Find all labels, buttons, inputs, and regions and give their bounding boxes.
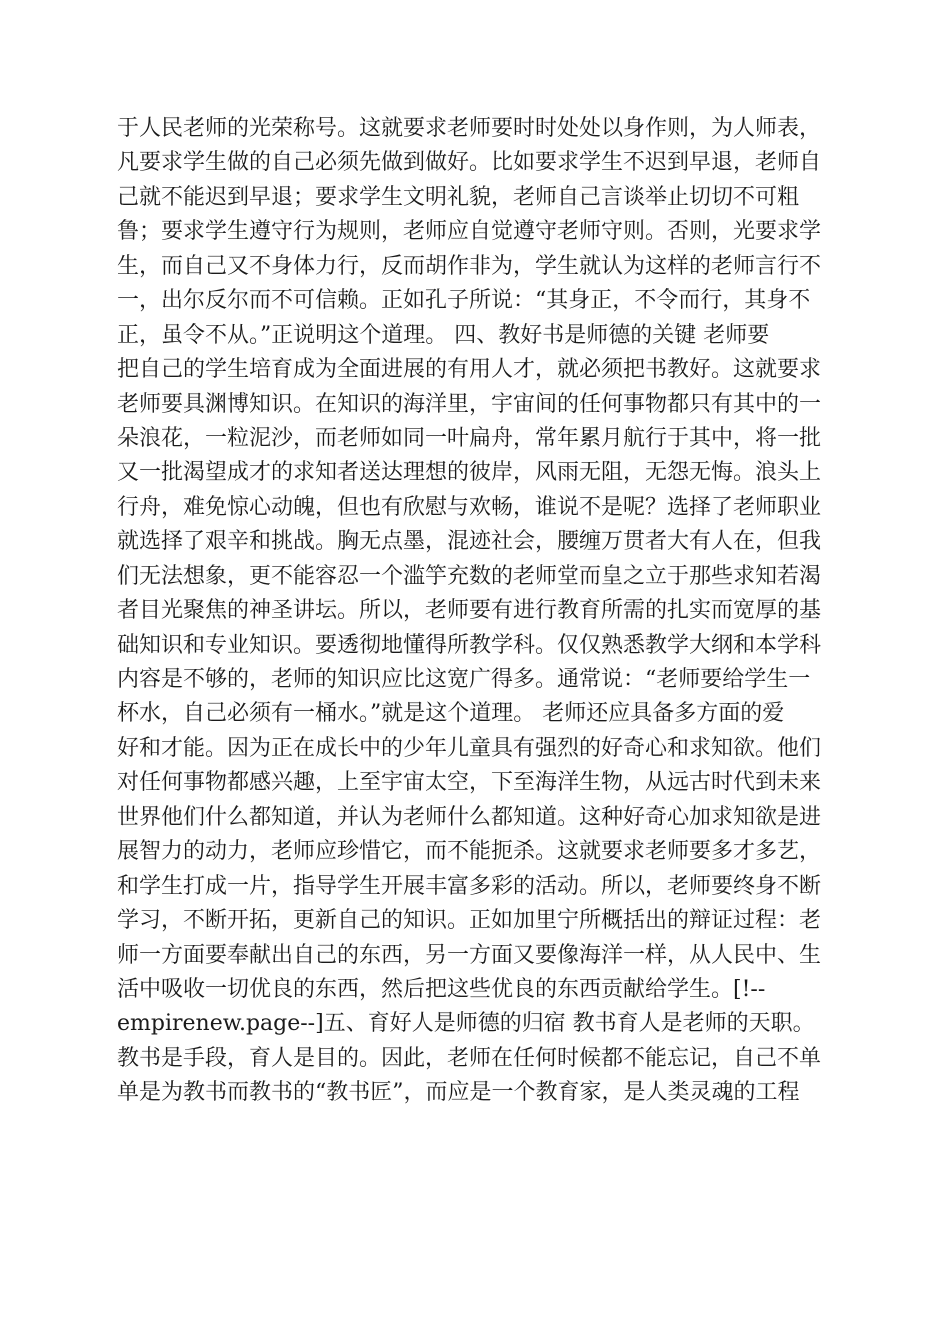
text-line: 老师要具渊博知识。在知识的海洋里，宇宙间的任何事物都只有其中的一	[117, 391, 822, 417]
text-line: 对任何事物都感兴趣，上至宇宙太空，下至海洋生物，从远古时代到未来	[117, 770, 822, 796]
text-line: 世界他们什么都知道，并认为老师什么都知道。这种好奇心加求知欲是进	[117, 804, 822, 830]
text-line: 鲁；要求学生遵守行为规则，老师应自觉遵守老师守则。否则，光要求学	[117, 219, 822, 245]
text-line: 行舟，难免惊心动魄，但也有欣慰与欢畅，谁说不是呢？选择了老师职业	[117, 494, 822, 520]
text-line: 就选择了艰辛和挑战。胸无点墨，混迹社会，腰缠万贯者大有人在，但我	[117, 529, 822, 555]
text-line: 又一批渴望成才的求知者送达理想的彼岸，风雨无阻，无怨无悔。浪头上	[117, 460, 822, 486]
text-line: 生，而自己又不身体力行，反而胡作非为，学生就认为这样的老师言行不	[117, 253, 822, 279]
text-line: 者目光聚焦的神圣讲坛。所以，老师要有进行教育所需的扎实而宽厚的基	[117, 598, 822, 624]
text-line: 师一方面要奉献出自己的东西，另一方面又要像海洋一样，从人民中、生	[117, 942, 822, 968]
text-line: 凡要求学生做的自己必须先做到做好。比如要求学生不迟到早退，老师自	[117, 150, 822, 176]
text-line: 们无法想象，更不能容忍一个滥竽充数的老师堂而皇之立于那些求知若渴	[117, 563, 822, 589]
text-line: 于人民老师的光荣称号。这就要求老师要时时处处以身作则，为人师表，	[117, 116, 822, 141]
text-line: 好和才能。因为正在成长中的少年儿童具有强烈的好奇心和求知欲。他们	[117, 735, 822, 761]
text-line: 展智力的动力，老师应珍惜它，而不能扼杀。这就要求老师要多才多艺，	[117, 839, 822, 865]
text-line: 单是为教书而教书的“教书匠”，而应是一个教育家，是人类灵魂的工程	[117, 1080, 800, 1106]
text-line: 内容是不够的，老师的知识应比这宽广得多。通常说：“老师要给学生一	[117, 667, 811, 692]
text-line: 活中吸收一切优良的东西，然后把这些优良的东西贡献给学生。[!--	[117, 976, 766, 1002]
text-line: 己就不能迟到早退；要求学生文明礼貌，老师自己言谈举止切切不可粗	[117, 184, 800, 210]
text-line: 一，出尔反尔而不可信赖。正如孔子所说：“其身正，不令而行，其身不	[117, 288, 811, 314]
text-line: 学习，不断开拓，更新自己的知识。正如加里宁所概括出的辩证过程：老	[117, 908, 822, 934]
text-line: 把自己的学生培育成为全面进展的有用人才，就必须把书教好。这就要求	[117, 357, 822, 383]
text-line: 础知识和专业知识。要透彻地懂得所教学科。仅仅熟悉教学大纲和本学科	[117, 632, 822, 658]
body-text	[117, 112, 837, 1111]
text-line: 朵浪花，一粒泥沙，而老师如同一叶扁舟，常年累月航行于其中，将一批	[117, 425, 822, 451]
text-line: empirenew.page--]五、育好人是师德的归宿 教书育人是老师的天职。	[117, 1011, 815, 1037]
text-line: 教书是手段，育人是目的。因此，老师在任何时候都不能忘记，自己不单	[117, 1045, 822, 1071]
text-line: 杯水，自己必须有一桶水。”就是这个道理。 老师还应具备多方面的爱	[117, 701, 785, 727]
text-line: 正，虽令不从。”正说明这个道理。 四、教好书是师德的关键 老师要	[117, 322, 770, 348]
text-line: 和学生打成一片，指导学生开展丰富多彩的活动。所以，老师要终身不断	[117, 873, 822, 899]
